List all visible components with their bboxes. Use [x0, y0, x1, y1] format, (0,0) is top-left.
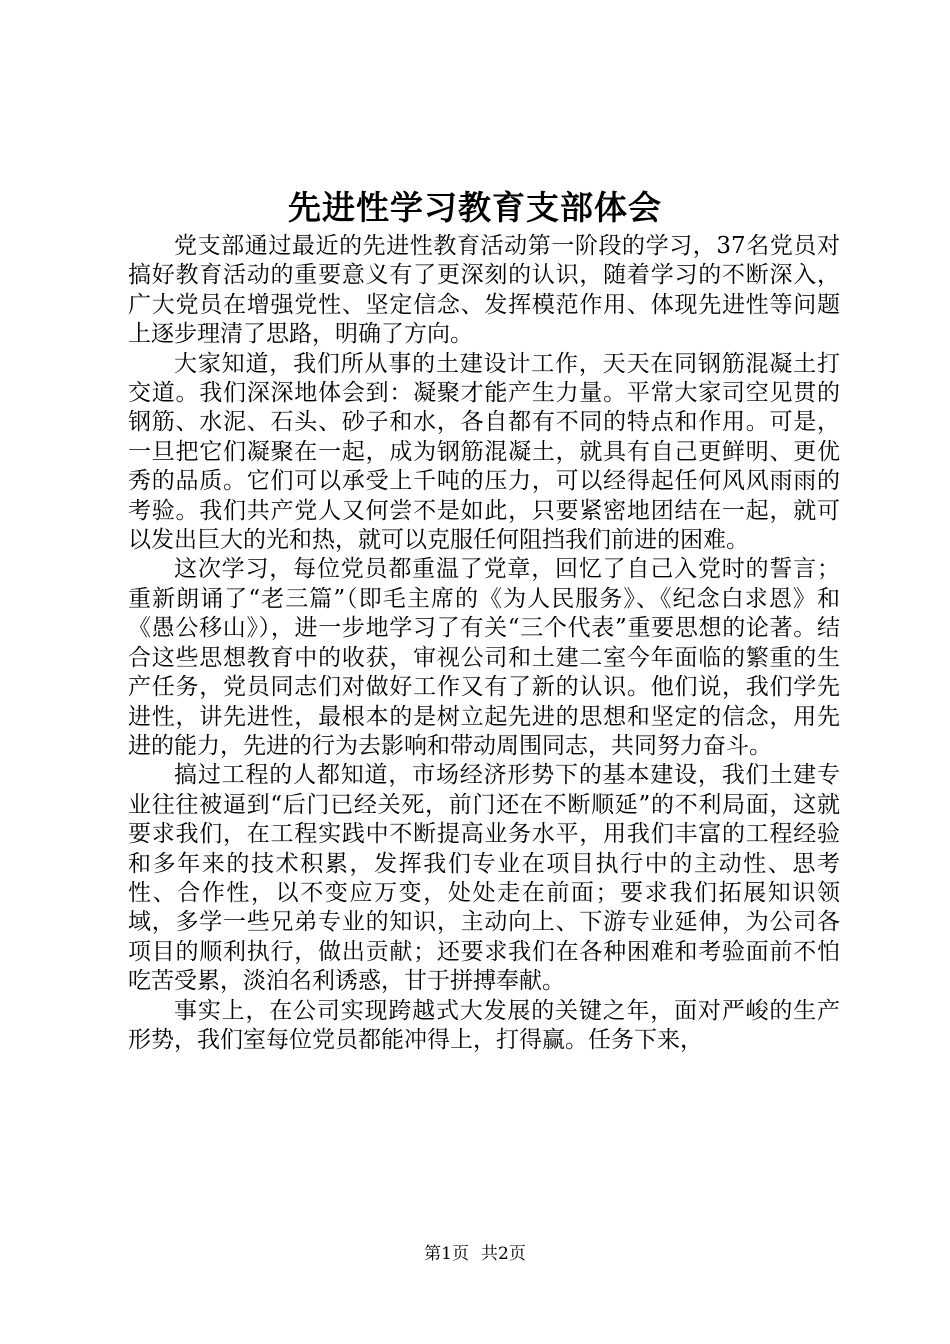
page-footer — [0, 1242, 950, 1266]
document-title: 先进性学习教育支部体会 — [288, 188, 662, 227]
paragraph-3: 这次学习，每位党员都重温了党章，回忆了自己入党时的誓言；重新朗诵了“老三篇”（即毛主席的《为人民服务》、《纪念白求恩》和《愚公移山》），进一步地学习了有关“三个代表”重要思想的论著。结合这些思想教育中的收获，审视公司和土建二室今年面临的繁重的生产任务，党员同志们对做好工作又有了新的认识。他们说，我们学先进性，讲先进性，最根本的是树立起先进的思想和坚定的信念，用先进的能力，先进的行为去影响和带动周围同志，共同努力奋斗。 — [128, 556, 840, 759]
page-total: 共2页 — [481, 1244, 526, 1264]
paragraph-1: 党支部通过最近的先进性教育活动第一阶段的学习，37名党员对搞好教育活动的重要意义有了更深刻的认识，随着学习的不断深入，广大党员在增强党性、坚定信念、发挥模范作用、体现先进性等问题上逐步理清了思路，明确了方向。 — [128, 233, 840, 348]
document-body — [128, 232, 840, 1055]
page-number: 第1页 — [424, 1244, 469, 1264]
paragraph-5: 事实上，在公司实现跨越式大发展的关键之年，面对严峻的生产形势，我们室每位党员都能冲得上，打得赢。任务下来， — [128, 997, 840, 1053]
paragraph-2: 大家知道，我们所从事的土建设计工作，天天在同钢筋混凝土打交道。我们深深地体会到：凝聚才能产生力量。平常大家司空见贯的钢筋、水泥、石头、砂子和水，各自都有不同的特点和作用。可是，一旦把它们凝聚在一起，成为钢筋混凝土，就具有自己更鲜明、更优秀的品质。它们可以承受上千吨的压力，可以经得起任何风风雨雨的考验。我们共产党人又何尝不是如此，只要紧密地团结在一起，就可以发出巨大的光和热，就可以克服任何阻挡我们前进的困难。 — [128, 350, 840, 554]
paragraph-4: 搞过工程的人都知道，市场经济形势下的基本建设，我们土建专业往往被逼到“后门已经关死，前门还在不断顺延”的不利局面，这就要求我们，在工程实践中不断提高业务水平，用我们丰富的工程经验和多年来的技术积累，发挥我们专业在项目执行中的主动性、思考性、合作性，以不变应万变，处处走在前面；要求我们拓展知识领域，多学一些兄弟专业的知识，主动向上、下游专业延伸，为公司各项目的顺利执行，做出贡献；还要求我们在各种困难和考验面前不怕吃苦受累，淡泊名利诱惑，甘于拼搏奉献。 — [128, 762, 840, 995]
